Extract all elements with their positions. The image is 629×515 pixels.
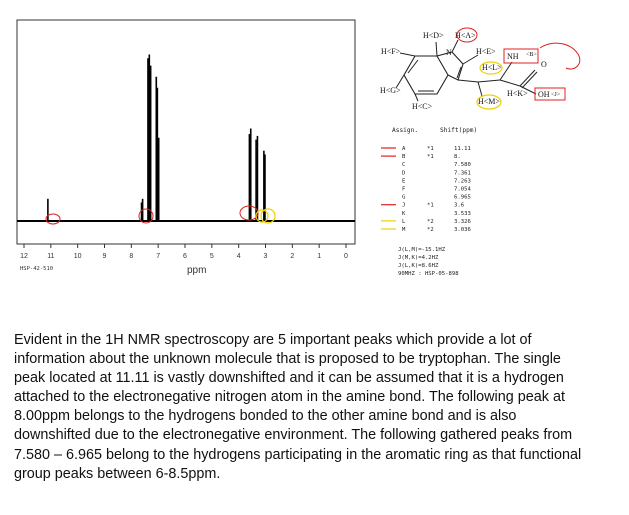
row-id: C xyxy=(402,162,406,169)
bond xyxy=(452,40,458,52)
bond xyxy=(500,80,520,86)
x-tick-label: 10 xyxy=(73,253,82,260)
coupling-2: J(M,K)=4.2HZ xyxy=(398,255,439,261)
spectrum-frame xyxy=(17,20,355,244)
label-NH: NH xyxy=(507,52,519,61)
row-shift: 3.036 xyxy=(454,227,471,233)
x-tick-label: 1 xyxy=(317,253,322,260)
row-shift: 7.361 xyxy=(454,170,471,177)
label-J: <J> xyxy=(551,92,561,98)
coupling-3: J(L,K)=8.6HZ xyxy=(398,263,439,269)
label-hD: H<D> xyxy=(423,31,444,40)
label-hF: H<F> xyxy=(381,47,401,56)
x-tick-label: 6 xyxy=(183,253,187,260)
label-hA: H<A> xyxy=(455,31,476,40)
row-shift: 7.263 xyxy=(454,178,471,185)
label-hG: H<G> xyxy=(380,86,401,95)
paragraph-line: Evident in the 1H NMR spectroscopy are 5 important peaks which provide a lot of xyxy=(14,332,532,348)
x-tick-label: 12 xyxy=(20,253,28,260)
row-shift: 6.965 xyxy=(454,194,471,201)
bond xyxy=(458,80,478,82)
table-header-shift: Shift(ppm) xyxy=(440,127,478,134)
label-N: N xyxy=(446,48,452,57)
table-footer: 90MHZ : HSP-05-898 xyxy=(398,271,459,277)
x-tick-label: 8 xyxy=(129,253,134,260)
row-mark: *1 xyxy=(427,146,434,152)
label-hC: H<C> xyxy=(412,102,433,111)
row-mark: *2 xyxy=(427,218,434,225)
row-id: L xyxy=(402,218,406,225)
x-tick-label: 4 xyxy=(236,253,241,260)
x-axis-unit: ppm xyxy=(187,265,207,276)
tryptophan-structure xyxy=(380,28,580,111)
label-hE: H<E> xyxy=(476,47,496,56)
row-shift: 3.6 xyxy=(454,202,465,209)
row-mark: *1 xyxy=(427,154,434,161)
table-rows xyxy=(381,146,471,233)
row-shift: 3.326 xyxy=(454,218,471,225)
bond xyxy=(415,94,418,101)
label-hK: H<K> xyxy=(507,89,528,98)
nmr-spectrum xyxy=(17,20,355,276)
paragraph-line: attached to the electronegative nitrogen atom in the amine bond. The following peak at xyxy=(14,389,565,406)
row-shift: 7.054 xyxy=(454,186,471,193)
bond xyxy=(522,72,537,88)
row-id: B xyxy=(402,154,406,161)
x-tick-label: 9 xyxy=(102,253,107,260)
bond xyxy=(400,53,415,56)
x-tick-label: 5 xyxy=(209,253,214,260)
label-OH: OH xyxy=(538,90,550,99)
paragraph-line: downshifted due to the electronegative environment. The following gathered peaks from xyxy=(14,427,573,444)
table-header-assign: Assign. xyxy=(392,127,419,134)
row-id: D xyxy=(402,170,406,177)
row-shift: 11.11 xyxy=(454,146,471,152)
x-tick-label: 3 xyxy=(263,253,268,260)
x-axis-ticks xyxy=(20,244,348,260)
assignment-table xyxy=(381,127,477,277)
x-tick-label: 0 xyxy=(344,253,348,260)
bond xyxy=(478,80,500,82)
label-O: O xyxy=(541,60,547,69)
spectrum-peaks xyxy=(48,55,265,222)
row-mark: *1 xyxy=(427,202,434,209)
row-shift: 8. xyxy=(454,154,461,161)
x-tick-label: 11 xyxy=(47,253,55,260)
benzene-ring xyxy=(404,56,448,94)
body-paragraph xyxy=(14,331,616,484)
row-id: J xyxy=(402,202,406,209)
row-id: E xyxy=(402,178,406,185)
bond xyxy=(478,82,482,96)
spectrum-id: HSP-42-510 xyxy=(20,266,54,272)
paragraph-line: information about the unknown molecule that is proposed to be tryptophan. The single xyxy=(14,351,561,368)
bond xyxy=(520,70,535,86)
paragraph-line: group peaks between 6-8.5ppm. xyxy=(14,465,221,482)
row-id: M xyxy=(402,227,406,233)
row-shift: 7.580 xyxy=(454,162,471,169)
row-id: G xyxy=(402,194,406,201)
label-B: <B> xyxy=(526,52,537,58)
label-hM: H<M> xyxy=(478,97,500,106)
bond xyxy=(436,42,437,56)
bond xyxy=(463,55,478,64)
row-id: F xyxy=(402,186,406,193)
row-id: K xyxy=(402,210,406,217)
row-shift: 3.533 xyxy=(454,210,471,217)
row-id: A xyxy=(402,146,406,152)
x-tick-label: 7 xyxy=(156,253,161,260)
label-hL: H<L> xyxy=(482,63,502,72)
x-tick-label: 2 xyxy=(290,253,295,260)
bond xyxy=(500,62,512,80)
coupling-1: J(L,M)=-15.1HZ xyxy=(398,247,446,253)
paragraph-line: 8.00ppm belongs to the hydrogens bonded to the other amine bond and is also xyxy=(14,408,517,425)
paragraph-line: peak located at 11.11 is vastly downshifted and it can be assumed that it is a hydrogen xyxy=(14,370,564,387)
paragraph-line: 7.580 – 6.965 belong to the hydrogens participating in the aromatic ring as that functional xyxy=(14,446,582,463)
row-mark: *2 xyxy=(427,227,434,233)
